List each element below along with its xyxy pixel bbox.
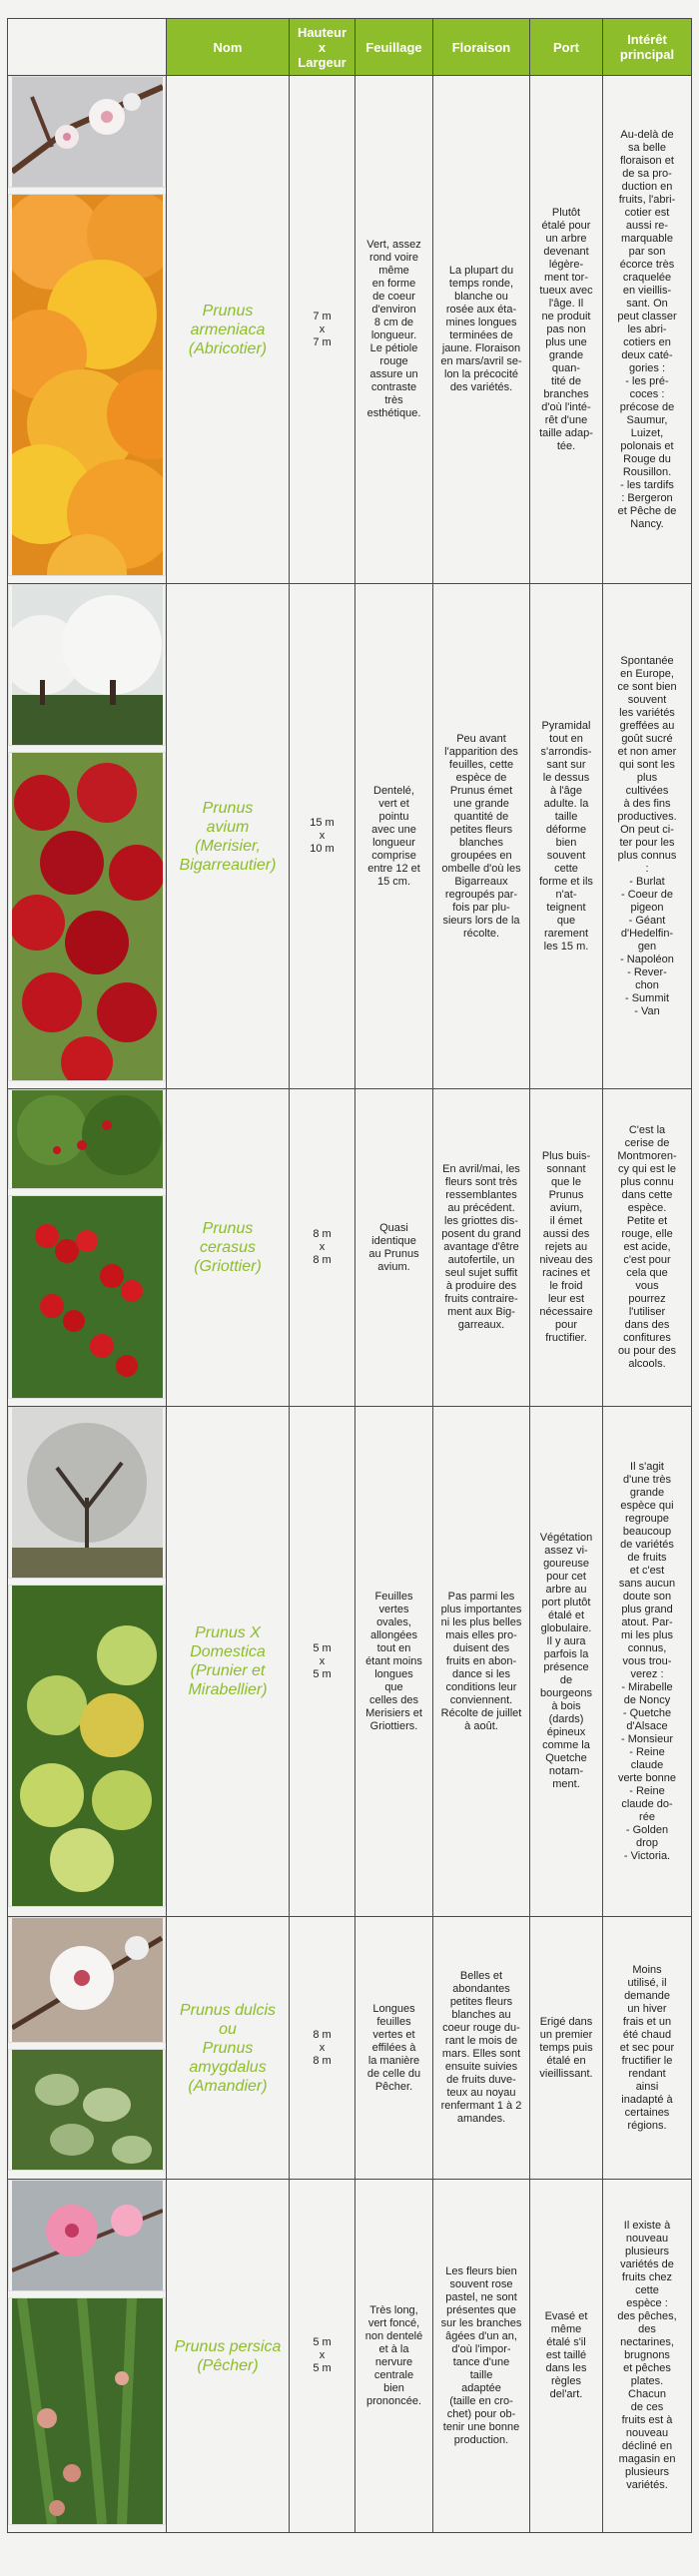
species-name: Prunus armeniaca (Abricotier) xyxy=(167,76,290,584)
flowering-text: En avril/mai, les fleurs sont très ressemblantes au précédent. les griottes dis- posent du grand avantage d'être autofertile, un seul sujet suffit à produire des fruits contraire- ment aux Big- garreaux. xyxy=(433,1089,530,1407)
header-feuillage: Feuillage xyxy=(355,19,433,76)
flowering-text: Belles et abondantes petites fleurs blanches au coeur rouge du- rant le mois de mars. Elles sont ensuite suivies de fruits duve- teux au noyau renfermant 1 à 2 amandes. xyxy=(433,1917,530,2180)
flowering-text: Les fleurs bien souvent rose pastel, ne sont présentes que sur les branches âgées d'un an, d'où l'impor- tance d'une taille adaptée (taille en cro- chet) pour ob- tenir une bonne production. xyxy=(433,2180,530,2533)
tree-photo xyxy=(8,1407,166,1579)
foliage-text: Feuilles vertes ovales, allongées tout en étant moins longues que celles des Merisiers et Griottiers. xyxy=(355,1407,433,1917)
fruit-tree-table xyxy=(7,18,692,2533)
photo-cell xyxy=(8,2180,167,2533)
habit-text: Plus buis- sonnant que le Prunus avium, il émet aussi des rejets au niveau des racines et le froid leur est nécessaire pour fructifier. xyxy=(530,1089,603,1407)
table-row xyxy=(8,1407,692,1917)
foliage-text: Vert, assez rond voire même en forme de coeur d'environ 8 cm de longueur. Le pétiole rouge assure un contraste très esthétique. xyxy=(355,76,433,584)
sour-cherry-photo xyxy=(8,1195,166,1399)
flowering-text: La plupart du temps ronde, blanche ou rosée aux éta- mines longues terminées de jaune. Floraison en mars/avril se- lon la précocité des variétés. xyxy=(433,76,530,584)
habit-text: Végétation assez vi- goureuse pour cet arbre au port plutôt étalé et globulaire. Il y aura parfois la présence de bourgeons à bois (dards) épineux comme la Quetche notam- ment. xyxy=(530,1407,603,1917)
interest-text: Il s'agit d'une très grande espèce qui regroupe beaucoup de variétés de fruits et c'est sans aucun doute son plus grand atout. Par- mi les plus connus, vous trou- verez : - Mirabelle de Noncy - Quetche d'Alsace - Monsieur - Reine claude verte bonne - Reine claude do- rée - Golden drop - Victoria. xyxy=(603,1407,692,1917)
interest-text: C'est la cerise de Montmoren- cy qui est le plus connu dans cette espèce. Petite et rouge, elle est acide, c'est pour cela que vous pourrez l'utiliser dans des confitures ou pour des alcools. xyxy=(603,1089,692,1407)
table-row xyxy=(8,2180,692,2533)
species-name: Prunus cerasus (Griottier) xyxy=(167,1089,290,1407)
blossom-photo xyxy=(8,76,166,188)
size-value: 8 m x 8 m xyxy=(290,1089,355,1407)
species-name: Prunus persica (Pêcher) xyxy=(167,2180,290,2533)
photo-cell xyxy=(8,76,167,584)
foliage-text: Longues feuilles vertes et effilées à la manière de celle du Pêcher. xyxy=(355,1917,433,2180)
size-value: 7 m x 7 m xyxy=(290,76,355,584)
interest-text: Moins utilisé, il demande un hiver frais et un été chaud et sec pour fructifier le rendant ainsi inadapté à certaines régions. xyxy=(603,1917,692,2180)
size-value: 5 m x 5 m xyxy=(290,2180,355,2533)
habit-text: Plutôt étalé pour un arbre devenant légère- ment tor- tueux avec l'âge. Il ne produit pas non plus une grande quan- tité de branches d'où l'inté- rêt d'une taille adap- tée. xyxy=(530,76,603,584)
foliage-text: Dentelé, vert et pointu avec une longueur comprise entre 12 et 15 cm. xyxy=(355,584,433,1089)
habit-text: Evasé et même étalé s'il est taillé dans les règles del'art. xyxy=(530,2180,603,2533)
flowering-text: Peu avant l'apparition des feuilles, cette espèce de Prunus émet une grande quantité de petites fleurs blanches groupées en ombelle d'où les Bigarreaux regroupés par- fois par plu- sieurs lors de la récolte. xyxy=(433,584,530,1089)
peach-photo xyxy=(8,2297,166,2525)
interest-text: Au-delà de sa belle floraison et de sa pro- duction en fruits, l'abri- cotier est aussi re- marquable par son écorce très craquelée en vieillis- sant. On peut classer les abri- cotiers en deux caté- gories : - les pré- coces : précose de Saumur, Luizet, polonais et Rouge du Rousillon. - les tardifs : Bergeron et Pêche de Nancy. xyxy=(603,76,692,584)
table-row xyxy=(8,584,692,1089)
almond-photo xyxy=(8,2049,166,2171)
table-row xyxy=(8,1917,692,2180)
foliage-text: Quasi identique au Prunus avium. xyxy=(355,1089,433,1407)
foliage-text: Très long, vert foncé, non dentelé et à la nervure centrale bien prononcée. xyxy=(355,2180,433,2533)
habit-text: Erigé dans un premier temps puis étalé en vieillissant. xyxy=(530,1917,603,2180)
photo-cell xyxy=(8,1407,167,1917)
cherry-photo xyxy=(8,752,166,1081)
header-image-blank xyxy=(8,19,167,76)
header-interet: Intérêt principal xyxy=(603,19,692,76)
interest-text: Spontanée en Europe, ce sont bien souvent les variétés greffées au goût sucré et non amer qui sont les plus cultivées à des fins productives. On peut ci- ter pour les plus connus : - Burlat - Coeur de pigeon - Géant d'Hedelfin- gen - Napoléon - Rever- chon - Summit - Van xyxy=(603,584,692,1089)
species-name: Prunus X Domestica (Prunier et Mirabellier) xyxy=(167,1407,290,1917)
table-row xyxy=(8,76,692,584)
photo-cell xyxy=(8,1089,167,1407)
header-floraison: Floraison xyxy=(433,19,530,76)
species-name: Prunus dulcis ou Prunus amygdalus (Amandier) xyxy=(167,1917,290,2180)
blossom-photo xyxy=(8,2180,166,2291)
photo-cell xyxy=(8,1917,167,2180)
table-row xyxy=(8,1089,692,1407)
fruit-photo xyxy=(8,194,166,576)
flowering-text: Pas parmi les plus importantes ni les plus belles mais elles pro- duisent des fruits en abon- dance si les conditions leur conviennent. Récolte de juillet à août. xyxy=(433,1407,530,1917)
header-row xyxy=(8,19,692,76)
size-value: 8 m x 8 m xyxy=(290,1917,355,2180)
plum-photo xyxy=(8,1585,166,1907)
size-value: 5 m x 5 m xyxy=(290,1407,355,1917)
tree-photo xyxy=(8,1089,166,1189)
interest-text: Il existe à nouveau plusieurs variétés de fruits chez cette espèce : des pêches, des nectarines, brugnons et pêches plates. Chacun de ces fruits est à nouveau décliné en magasin en plusieurs variétés. xyxy=(603,2180,692,2533)
header-port: Port xyxy=(530,19,603,76)
header-nom: Nom xyxy=(167,19,290,76)
blossom-photo xyxy=(8,1917,166,2043)
photo-cell xyxy=(8,584,167,1089)
header-taille: Hauteur x Largeur xyxy=(290,19,355,76)
habit-text: Pyramidal tout en s'arrondis- sant sur le dessus à l'âge adulte. la taille déforme bien souvent cette forme et ils n'at- teignent que rarement les 15 m. xyxy=(530,584,603,1089)
size-value: 15 m x 10 m xyxy=(290,584,355,1089)
orchard-photo xyxy=(8,584,166,746)
species-name: Prunus avium (Merisier, Bigarreautier) xyxy=(167,584,290,1089)
